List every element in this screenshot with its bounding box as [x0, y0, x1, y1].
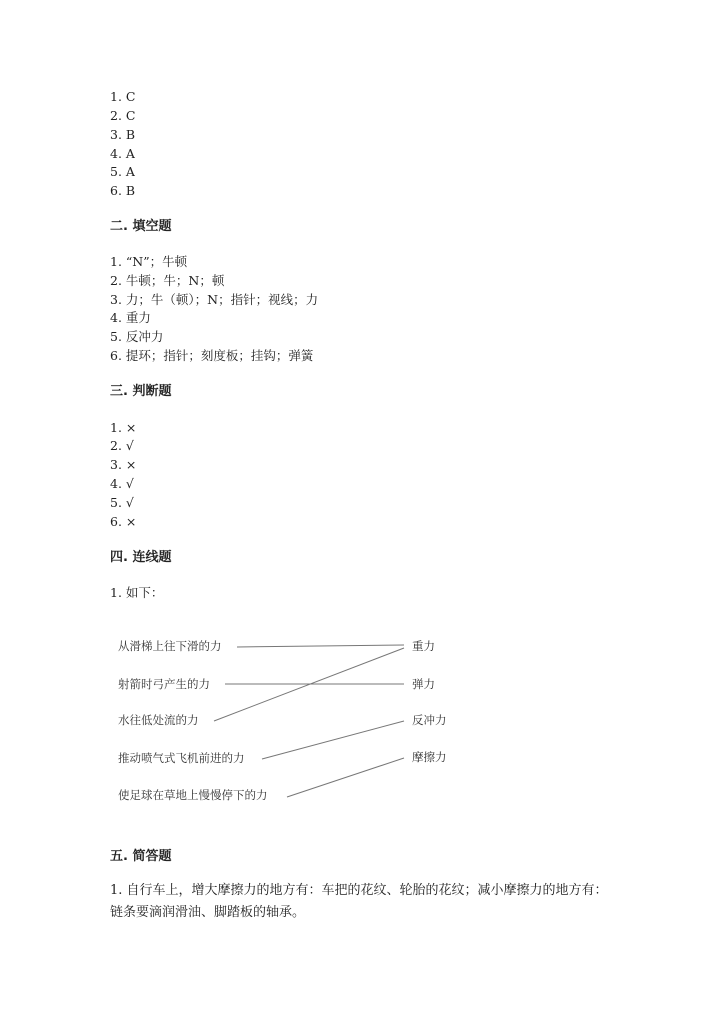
- answer-line: 3. 力；牛（顿）；N；指针；视线；力: [110, 292, 319, 307]
- answer-line: 2. 牛顿；牛；N；顿: [110, 273, 225, 288]
- answer-line: 4. √: [110, 476, 134, 491]
- answer-line: 3. ×: [110, 457, 137, 472]
- answer-line: 6. B: [110, 183, 136, 198]
- answer-line: 6. 提环；指针；刻度板；挂钩；弹簧: [110, 348, 314, 363]
- answer-line: 2. C: [110, 108, 136, 123]
- matching-right-item: 反冲力: [412, 713, 447, 727]
- matching-left-item: 使足球在草地上慢慢停下的力: [118, 788, 268, 802]
- answer-line: 1. C: [110, 89, 136, 104]
- matching-left-item: 水往低处流的力: [118, 713, 199, 727]
- answer-line: 5. √: [110, 495, 134, 510]
- answer-line: 4. A: [110, 146, 135, 161]
- matching-left-item: 射箭时弓产生的力: [118, 677, 210, 691]
- short-answer-paragraph: 1. 自行车上，增大摩擦力的地方有：车把的花纹、轮胎的花纹；减小摩擦力的地方有：链条要滴润滑油、脚踏板的轴承。: [110, 883, 608, 920]
- answer-line: 2. √: [110, 438, 134, 453]
- section-heading-matching: 四. 连线题: [110, 550, 172, 565]
- matching-intro: 1. 如下：: [110, 585, 164, 600]
- matching-left-item: 推动喷气式飞机前进的力: [118, 751, 245, 765]
- answer-line: 3. B: [110, 127, 136, 142]
- answer-line: 4. 重力: [110, 310, 151, 325]
- section-heading-fill-blank: 二. 填空题: [110, 219, 172, 234]
- section-heading-short-answer: 五. 简答题: [110, 849, 172, 864]
- section-heading-true-false: 三. 判断题: [110, 384, 172, 399]
- answer-line: 1. “N”；牛顿: [110, 254, 188, 269]
- matching-connector: [237, 645, 404, 647]
- answer-line: 5. 反冲力: [110, 329, 164, 344]
- matching-left-item: 从滑梯上往下滑的力: [118, 639, 222, 653]
- matching-connector: [287, 758, 404, 797]
- matching-right-item: 摩擦力: [412, 750, 447, 764]
- answer-line: 5. A: [110, 164, 135, 179]
- matching-connector: [262, 721, 404, 759]
- matching-right-item: 重力: [412, 639, 435, 653]
- answer-line: 6. ×: [110, 514, 137, 529]
- matching-right-item: 弹力: [412, 677, 435, 691]
- answer-line: 1. ×: [110, 420, 137, 435]
